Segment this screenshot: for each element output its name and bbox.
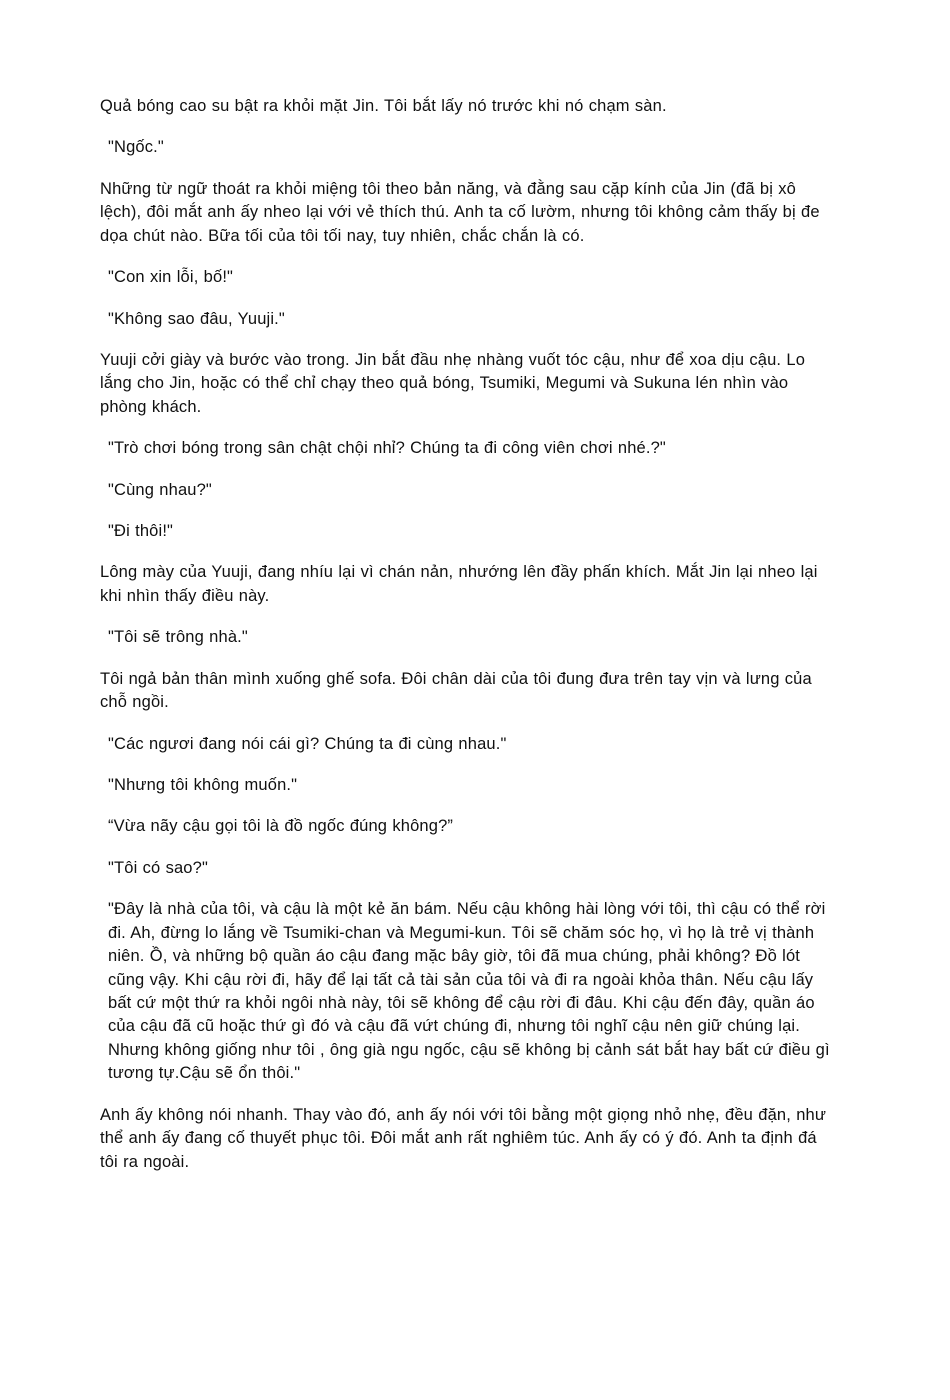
paragraph: "Ngốc."	[108, 138, 164, 157]
paragraph: Tôi ngả bản thân mình xuống ghế sofa. Đôi chân dài của tôi đung đưa trên tay vịn và lưng của chỗ ngồi.	[100, 669, 812, 712]
paragraph: “Vừa nãy cậu gọi tôi là đồ ngốc đúng không?”	[108, 817, 454, 836]
paragraph: "Cùng nhau?"	[108, 480, 212, 499]
document-body	[100, 95, 832, 1174]
paragraph: "Con xin lỗi, bố!"	[108, 268, 234, 287]
paragraph: Yuuji cởi giày và bước vào trong. Jin bắt đầu nhẹ nhàng vuốt tóc cậu, như để xoa dịu cậu. Lo lắng cho Jin, hoặc có thể chỉ chạy theo quả bóng, Tsumiki, Megumi và Sukuna lén nhìn vào phòng khách.	[100, 350, 806, 416]
paragraph: "Tôi có sao?"	[108, 858, 208, 877]
paragraph: Những từ ngữ thoát ra khỏi miệng tôi theo bản năng, và đằng sau cặp kính của Jin (đã bị xô lệch), đôi mắt anh ấy nheo lại với vẻ thích thú. Anh ta cố lườm, nhưng tôi không cảm thấy bị đe dọa chút nào. Bữa tối của tôi tối nay, tuy nhiên, chắc chắn là có.	[100, 179, 820, 245]
paragraph: "Tôi sẽ trông nhà."	[108, 628, 248, 647]
paragraph: Quả bóng cao su bật ra khỏi mặt Jin. Tôi bắt lấy nó trước khi nó chạm sàn.	[100, 97, 667, 115]
paragraph: "Nhưng tôi không muốn."	[108, 776, 298, 795]
paragraph: "Đây là nhà của tôi, và cậu là một kẻ ăn bám. Nếu cậu không hài lòng với tôi, thì cậu có thể rời đi. Ah, đừng lo lắng về Tsumiki-chan và Megumi-kun. Tôi sẽ chăm sóc họ, vì họ là trẻ vị thành niên. Ồ, và những bộ quần áo cậu đang mặc bây giờ, tôi đã mua chúng, phải không? Đồ lót cũng vậy. Khi cậu rời đi, hãy để lại tất cả tài sản của tôi và đi ra ngoài khỏa thân. Nếu cậu lấy bất cứ một thứ ra khỏi ngôi nhà này, tôi sẽ không để cậu rời đi đâu. Khi cậu đến đây, quần áo của cậu đã cũ hoặc thứ gì đó và cậu đã vứt chúng đi, nhưng tôi nghĩ cậu nên giữ chúng lại. Nhưng không giống như tôi , ông già ngu ngốc, cậu sẽ không bị cảnh sát bắt hay bất cứ điều gì tương tự.Cậu sẽ ổn thôi."	[108, 900, 830, 1083]
paragraph: "Trò chơi bóng trong sân chật chội nhỉ? Chúng ta đi công viên chơi nhé.?"	[108, 439, 666, 458]
paragraph: Anh ấy không nói nhanh. Thay vào đó, anh ấy nói với tôi bằng một giọng nhỏ nhẹ, đều đặn, như thể anh ấy đang cố thuyết phục tôi. Đôi mắt anh rất nghiêm túc. Anh ấy có ý đó. Anh ta định đá tôi ra ngoài.	[100, 1105, 827, 1171]
paragraph: "Đi thôi!"	[108, 522, 174, 541]
paragraph: "Không sao đâu, Yuuji."	[108, 309, 285, 328]
paragraph: "Các ngươi đang nói cái gì? Chúng ta đi cùng nhau."	[108, 734, 507, 753]
paragraph: Lông mày của Yuuji, đang nhíu lại vì chán nản, nhướng lên đầy phấn khích. Mắt Jin lại nheo lại khi nhìn thấy điều này.	[100, 563, 818, 605]
